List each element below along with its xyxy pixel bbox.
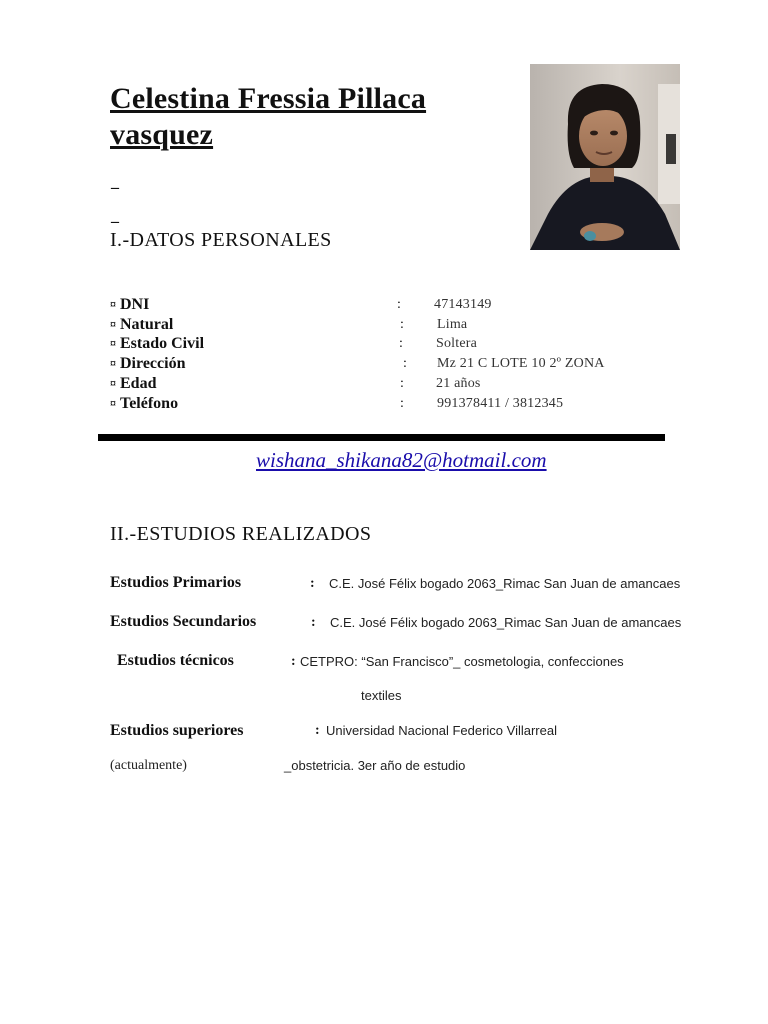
study-note-actualmente: (actualmente) xyxy=(110,758,187,773)
bullet-icon: ¤ xyxy=(110,376,116,390)
study-colon: : xyxy=(315,723,320,738)
bullet-icon: ¤ xyxy=(110,336,116,350)
underline-dash: _ xyxy=(111,208,119,225)
field-label-estado-civil: ¤ Estado Civil xyxy=(110,335,205,352)
field-colon: : xyxy=(397,297,401,312)
bullet-icon: ¤ xyxy=(110,356,116,370)
study-value-tecnicos: CETPRO: “San Francisco”_ cosmetologia, confecciones xyxy=(300,654,624,669)
email-link[interactable]: wishana_shikana82@hotmail.com xyxy=(256,448,547,472)
study-colon: : xyxy=(311,615,316,630)
study-colon: : xyxy=(291,654,296,669)
study-label-primarios: Estudios Primarios xyxy=(110,574,242,591)
underline-dash: _ xyxy=(111,174,119,191)
field-value-estado-civil: Soltera xyxy=(436,336,478,351)
study-value-primarios: C.E. José Félix bogado 2063_Rimac San Juan de amancaes xyxy=(329,576,681,591)
field-value-dni: 47143149 xyxy=(434,297,492,312)
field-colon: : xyxy=(399,336,403,351)
bullet-icon: ¤ xyxy=(110,317,116,331)
field-label-natural: ¤ Natural xyxy=(110,316,174,333)
applicant-photo xyxy=(530,64,680,250)
study-colon: : xyxy=(310,576,315,591)
section-heading-estudios: II.-ESTUDIOS REALIZADOS xyxy=(110,523,372,545)
applicant-name-line2: vasquez xyxy=(110,118,214,151)
study-label-secundarios: Estudios Secundarios xyxy=(110,613,257,630)
field-colon: : xyxy=(403,356,407,371)
study-label-superiores: Estudios superiores xyxy=(110,722,244,739)
field-value-telefono: 991378411 / 3812345 xyxy=(437,396,564,411)
field-label-direccion: ¤ Dirección xyxy=(110,355,186,372)
field-value-direccion: Mz 21 C LOTE 10 2º ZONA xyxy=(437,356,605,371)
field-colon: : xyxy=(400,317,404,332)
field-value-edad: 21 años xyxy=(436,376,481,391)
portrait-image xyxy=(530,64,680,250)
field-value-natural: Lima xyxy=(437,317,468,332)
field-label-edad: ¤ Edad xyxy=(110,375,157,392)
study-value-tecnicos-continued: textiles xyxy=(361,688,402,703)
field-colon: : xyxy=(400,376,404,391)
applicant-name-line1: Celestina Fressia Pillaca xyxy=(110,82,427,115)
study-label-tecnicos: Estudios técnicos xyxy=(117,652,234,669)
bullet-icon: ¤ xyxy=(110,297,116,311)
field-label-telefono: ¤ Teléfono xyxy=(110,395,179,412)
study-detail-superiores: _obstetricia. 3er año de estudio xyxy=(284,758,466,773)
section-heading-datos-personales: I.-DATOS PERSONALES xyxy=(110,229,332,251)
bullet-icon: ¤ xyxy=(110,396,116,410)
study-value-superiores: Universidad Nacional Federico Villarreal xyxy=(326,723,557,738)
field-colon: : xyxy=(400,396,404,411)
study-value-secundarios: C.E. José Félix bogado 2063_Rimac San Juan de amancaes xyxy=(330,615,682,630)
section-divider xyxy=(98,434,665,441)
field-label-dni: ¤ DNI xyxy=(110,296,150,313)
